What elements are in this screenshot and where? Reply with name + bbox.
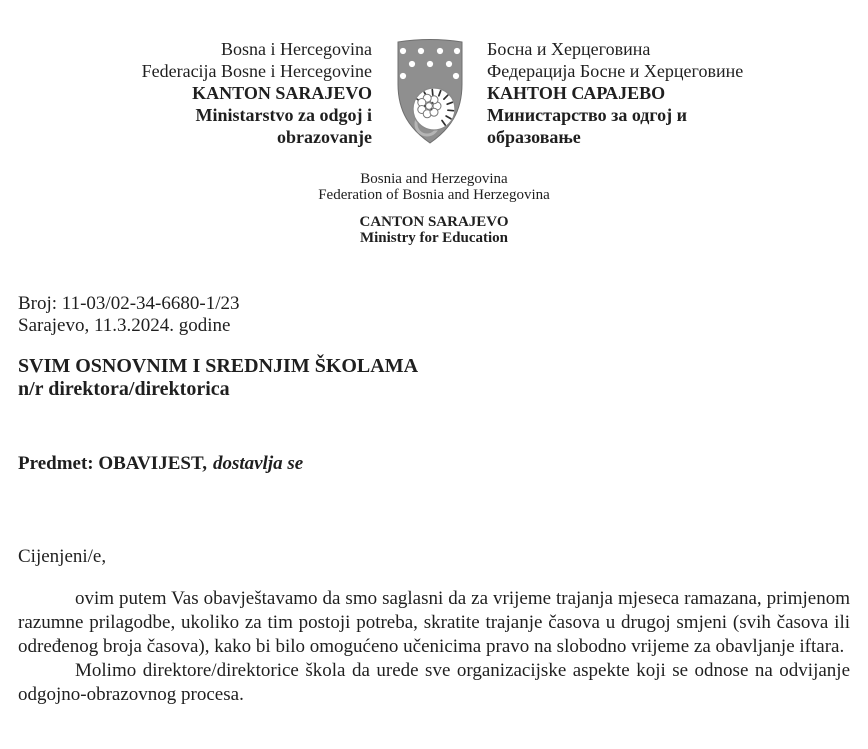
letter-body [18, 587, 850, 707]
body-paragraph: ovim putem Vas obavještavamo da smo saglasni da za vrijeme trajanja mjeseca ramazana, primjenom razumne prilagodbe, ukoliko za tim postoji potreba, skratite trajanje časova u drugoj smjeni (svih časova ili određenog broja časova), kako bi bilo omogućeno učenicima pravo na slobodno vrijeme za obavljanje iftara. [18, 588, 850, 657]
recipient-line: SVIM OSNOVNIM I SREDNJIM ŠKOLAMA [18, 355, 419, 377]
letterhead-english-line: Bosnia and Herzegovina [360, 171, 508, 187]
subject-line [18, 453, 303, 475]
letterhead-latin-line: Federacija Bosne i Hercegovine [141, 61, 372, 81]
recipient-attention-line: n/r direktora/direktorica [18, 378, 230, 400]
letterhead-cyrillic-line: Министарство за одгој и [487, 105, 688, 125]
recipient-block [18, 355, 418, 401]
letterhead-english-line: Federation of Bosnia and Herzegovina [318, 187, 550, 203]
letterhead-latin-line: Bosna i Hercegovina [221, 39, 372, 59]
letterhead-cyrillic-line: Босна и Херцеговина [487, 39, 651, 59]
canton-sarajevo-coat-of-arms-icon [394, 36, 466, 146]
letterhead-cyrillic-line: КАНТОН САРАЈЕВО [487, 83, 666, 103]
letterhead-latin-line: obrazovanje [277, 127, 372, 147]
letterhead-latin [0, 38, 372, 148]
letterhead-latin-line: Ministarstvo za odgoj i [195, 105, 372, 125]
letterhead-cyrillic-line: Федерација Босне и Херцеговине [487, 61, 744, 81]
letterhead-latin-line: KANTON SARAJEVO [192, 83, 372, 103]
subject-label: Predmet: OBAVIJEST, [18, 453, 207, 474]
reference-number: Broj: 11-03/02-34-6680-1/23 [18, 293, 240, 314]
letterhead-english [4, 171, 864, 246]
body-paragraph: Molimo direktore/direktorice škola da urede sve organizacijske aspekte koji se odnose na odvijanje odgojno-obrazovnog procesa. [18, 660, 850, 705]
letterhead-cyrillic-line: образовање [487, 127, 581, 147]
letterhead-english-line: CANTON SARAJEVO [359, 214, 509, 230]
letterhead-english-bold-block [4, 214, 864, 246]
letterhead-cyrillic [487, 38, 743, 148]
subject-italic: dostavlja se [212, 453, 304, 474]
letterhead-english-line: Ministry for Education [359, 230, 509, 246]
reference-block [18, 293, 239, 337]
salutation: Cijenjeni/e, [18, 546, 107, 567]
place-and-date: Sarajevo, 11.3.2024. godine [18, 315, 231, 336]
